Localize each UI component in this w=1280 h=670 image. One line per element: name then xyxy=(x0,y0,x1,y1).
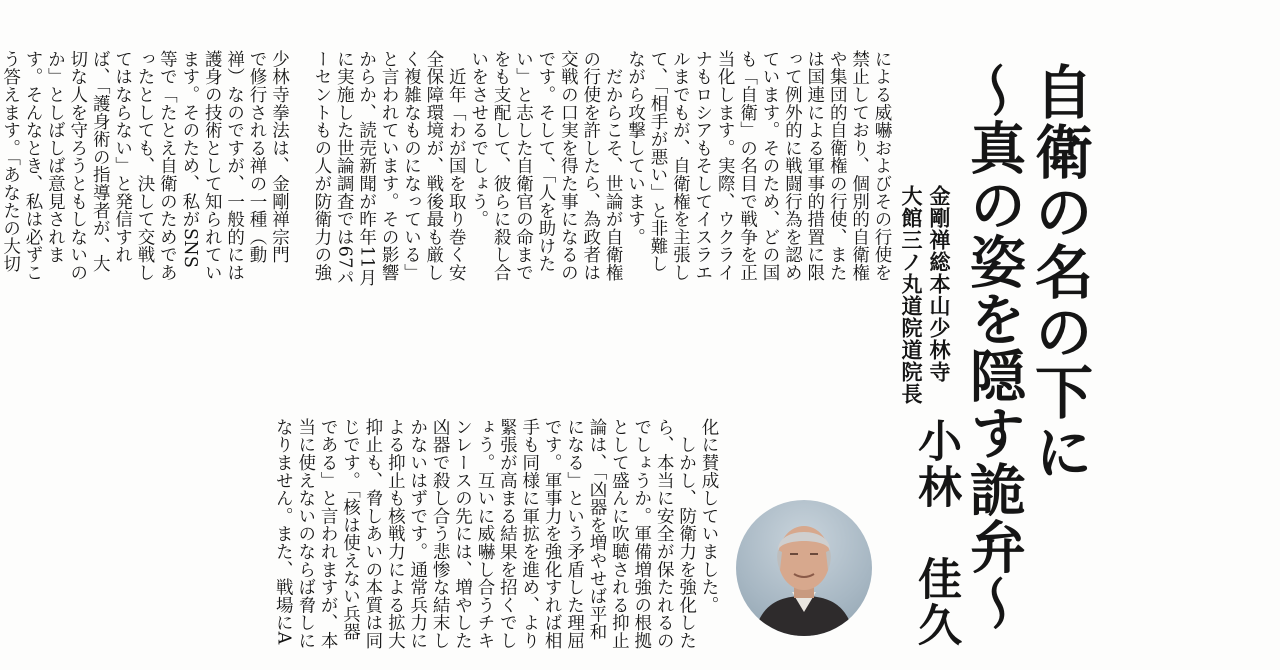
body-line: として盛んに吹聴される抑止 xyxy=(609,418,630,650)
body-line: は国連による軍事的措置に限 xyxy=(804,50,825,282)
body-line: ます。そのため、私がSNS xyxy=(179,50,200,269)
body-line: ったとしても、決して交戦し xyxy=(135,50,155,282)
body-line: ナもロシアもそしてイスラエ xyxy=(692,50,713,282)
body-line: 化に賛成していました。 xyxy=(699,418,719,614)
author-portrait xyxy=(736,500,872,636)
body-line: をも支配して、彼らに殺し合 xyxy=(491,50,512,282)
body-line: 全保障環境が、戦後最も厳し xyxy=(423,50,444,282)
body-line: しかし、防衛力を強化した xyxy=(676,418,697,650)
body-line: 等で「たとえ自衛のためであ xyxy=(157,50,178,282)
body-line: 当に使えないのならば脅しに xyxy=(295,418,316,650)
body-line: か」としばしば意見されま xyxy=(45,50,66,264)
body-line: い」と志した自衛官の命まで xyxy=(513,50,534,282)
body-line: からか、読売新聞が昨年11月 xyxy=(356,50,377,287)
body-line: 当化します。実際、ウクライ xyxy=(715,50,736,282)
body-line: と言われています。その影響 xyxy=(379,50,400,282)
body-line: になる」という矛盾した理屈 xyxy=(564,418,585,650)
body-line: である」と言われますが、本 xyxy=(318,418,339,650)
body-line: ています。そのため、どの国 xyxy=(759,50,780,282)
body-line: です。そして、「人を助けた xyxy=(535,50,556,273)
body-line: ンレースの先には、増やした xyxy=(452,418,473,650)
body-line: 凶器で殺し合う悲惨な結末し xyxy=(430,418,451,650)
column-gap xyxy=(290,50,310,390)
body-line: 手も同様に軍拡を進め、より xyxy=(519,418,540,650)
body-line: じです。「核は使えない兵器 xyxy=(340,418,361,641)
body-line: ながら攻撃しています。 xyxy=(625,50,646,246)
author-name: 小林 佳久 xyxy=(910,418,961,648)
body-line: てはならない」と発信すれ xyxy=(112,50,133,264)
body-line: う答えます。「あなたの大切 xyxy=(0,50,21,273)
body-line: に実施した世論調査では67パ xyxy=(334,50,355,287)
body-line: よる抑止も核戦力による拡大 xyxy=(385,418,406,650)
body-line: く複雑なものになっている」 xyxy=(401,50,422,282)
body-line: ルまでもが、自衛権を主張し xyxy=(670,50,691,282)
body-line: でしょうか。軍備増強の根拠 xyxy=(631,418,652,650)
body-line: 護身の技術として知られてい xyxy=(202,50,223,282)
body-line: って例外的に戦闘行為を認め xyxy=(782,50,803,282)
body-line: だからこそ、世論が自衛権 xyxy=(603,50,624,282)
body-line: 論は、「凶器を増やせば平和 xyxy=(586,418,607,641)
headline-main: 自衛の名の下に xyxy=(1025,62,1093,482)
body-line: 禁止しており、個別的自衛権 xyxy=(849,50,870,282)
body-line: 抑止も、脅しあいの本質は同 xyxy=(362,418,383,650)
byline-role: 大館三ノ丸道院道院長 xyxy=(899,185,923,405)
body-line: の行使を許したら、為政者は xyxy=(580,50,601,282)
body-line: や集団的自衛権の行使、また xyxy=(827,50,848,282)
body-line: いをさせるでしょう。 xyxy=(468,50,489,228)
body-line: も「自衛」の名目で戦争を正 xyxy=(737,50,758,282)
headline-sub: ～真の姿を隠す詭弁～ xyxy=(961,62,1027,632)
body-line: ょう。互いに威嚇し合うチキ xyxy=(474,418,495,650)
body-line: ーセントもの人が防衛力の強 xyxy=(311,50,332,282)
byline-org: 金剛禅総本山少林寺 xyxy=(927,185,951,383)
body-line: による威嚇およびその行使を xyxy=(872,50,892,282)
body-line: です。軍事力を強化すれば相 xyxy=(542,418,563,650)
body-line: 切な人を守ろうともしないの xyxy=(67,50,88,282)
body-line: かないはずです。通常兵力に xyxy=(407,418,428,650)
body-line: て、「相手が悪い」と非難し xyxy=(647,50,668,273)
body-line: 少林寺拳法は、金剛禅宗門 xyxy=(269,50,290,264)
body-line: ら、本当に安全が保たれるの xyxy=(654,418,675,650)
body-line: なりません。また、戦場にA xyxy=(273,418,294,645)
body-line: で修行される禅の一種（動 xyxy=(247,50,268,264)
body-line: 緊張が高まる結果を招くでし xyxy=(497,418,518,650)
portrait-drawing xyxy=(736,500,872,636)
body-line: ば、「護身術の指導者が、大 xyxy=(90,50,111,273)
body-line: 禅）なのですが、一般的には xyxy=(224,50,245,282)
body-line: す。そんなとき、私は必ずこ xyxy=(22,50,43,282)
body-line: 近年「わが国を取り巻く安 xyxy=(446,50,467,282)
body-column-lower xyxy=(272,418,720,670)
body-column-upper xyxy=(0,50,893,390)
body-line: 交戦の口実を得た事になるの xyxy=(558,50,579,282)
